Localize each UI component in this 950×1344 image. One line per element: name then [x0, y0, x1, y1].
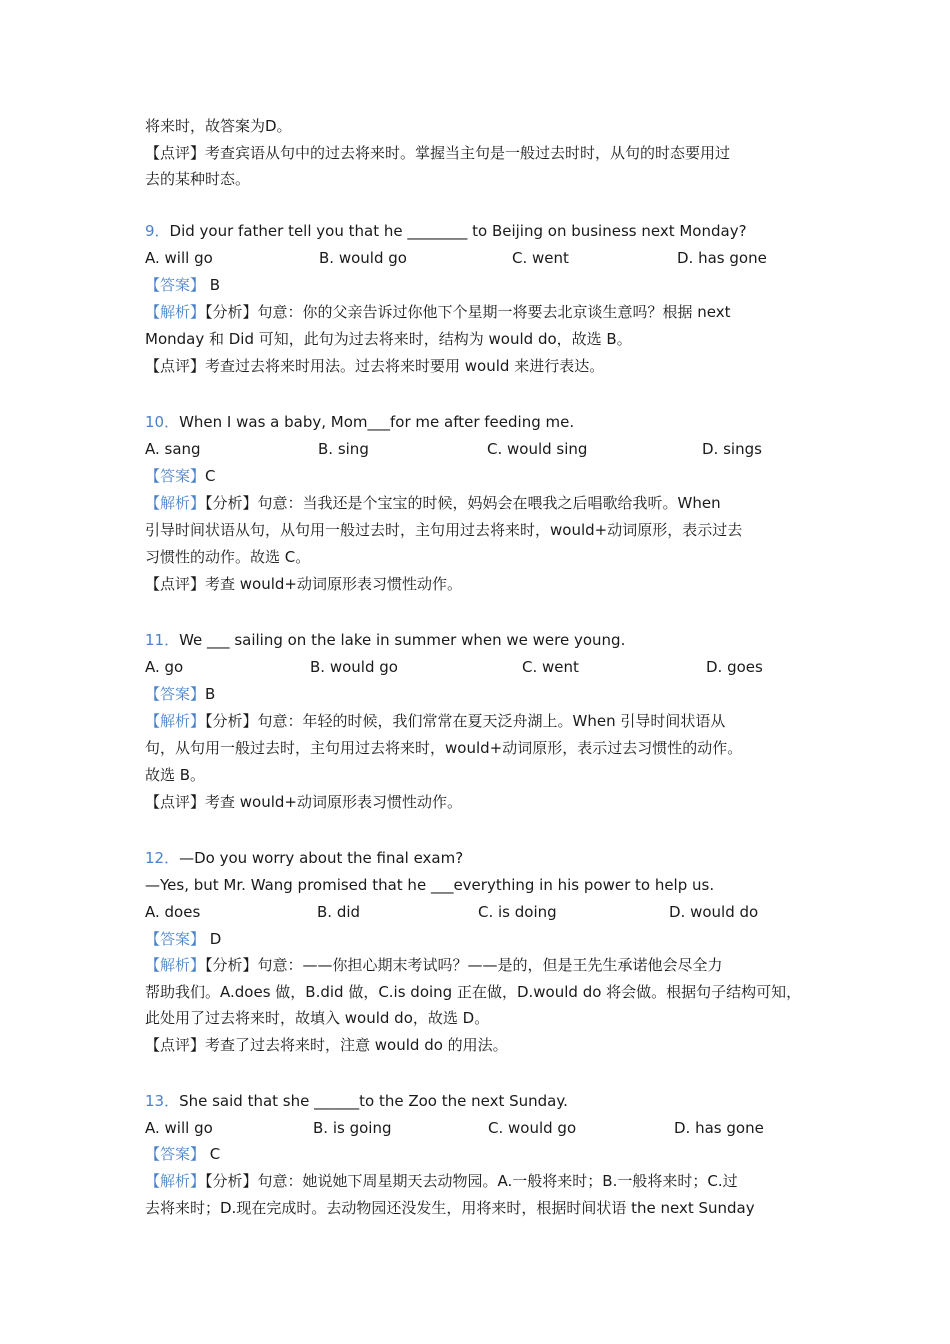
question-text: She said that she ______to the Zoo the next Sunday. [179, 1092, 568, 1110]
q11-stem [145, 627, 810, 654]
q9-stem [145, 218, 810, 245]
analysis-text: 【分析】句意：年轻的时候，我们常常在夏天泛舟湖上。When 引导时间状语从 [205, 712, 726, 730]
q8-comment [145, 140, 810, 167]
option-c: C. would sing [487, 440, 588, 458]
q11-analysis [145, 708, 810, 735]
q9-options [145, 245, 810, 272]
answer-tag: 【答案】 [145, 467, 206, 485]
answer-blank: ___ [430, 876, 454, 894]
answer-value: B [205, 685, 216, 703]
question-text-cont: everything in his power to help us. [453, 876, 715, 894]
analysis-tag: 【解析】 [145, 303, 206, 321]
option-c: C. went [512, 249, 569, 267]
comment-tag: 【点评】 [145, 144, 206, 162]
option-a: A. does [145, 903, 201, 921]
option-d: D. has gone [674, 1119, 764, 1137]
q9-comment [145, 353, 810, 380]
q13-answer [145, 1141, 810, 1168]
answer-tag: 【答案】 [145, 1145, 206, 1163]
q10-answer [145, 463, 810, 490]
comment-tag: 【点评】 [145, 357, 206, 375]
q12-comment [145, 1032, 810, 1059]
q11-options [145, 654, 810, 681]
answer-value: C [205, 1145, 221, 1163]
q11-answer [145, 681, 810, 708]
q9-answer [145, 272, 810, 299]
q8-tail-line: 将来时，故答案为D。 [145, 117, 292, 135]
comment-tag: 【点评】 [145, 1036, 206, 1054]
option-c: C. went [522, 658, 579, 676]
analysis-text: 【分析】句意：——你担心期末考试吗？——是的，但是王先生承诺他会尽全力 [205, 956, 723, 974]
question-text: Did your father tell you that he ________ to Beijing on business next Monday? [169, 222, 747, 240]
comment-text: 考查 would+动词原形表习惯性动作。 [205, 793, 462, 811]
q10-comment [145, 571, 810, 598]
q13-stem [145, 1088, 810, 1115]
option-d: D. has gone [677, 249, 767, 267]
analysis-tag: 【解析】 [145, 956, 206, 974]
q12-analysis [145, 952, 810, 979]
q10-stem [145, 409, 810, 436]
question-number: 12． [145, 849, 180, 867]
question-number: 13． [145, 1092, 180, 1110]
q13-analysis [145, 1168, 810, 1195]
q13-options [145, 1115, 810, 1142]
question-text: We [179, 631, 208, 649]
q11-analysis-cont: 句，从句用一般过去时，主句用过去将来时，would+动词原形，表示过去习惯性的动作。 [145, 739, 743, 757]
q11-analysis-cont: 故选 B。 [145, 766, 206, 784]
answer-blank: ___ [367, 413, 391, 431]
q9-analysis [145, 299, 810, 326]
analysis-text: 【分析】句意：你的父亲告诉过你他下个星期一将要去北京谈生意吗？根据 next [205, 303, 731, 321]
answer-tag: 【答案】 [145, 930, 206, 948]
option-c: C. is doing [478, 903, 557, 921]
question-number: 9． [145, 222, 170, 240]
option-b: B. is going [313, 1119, 392, 1137]
option-d: D. sings [702, 440, 762, 458]
q10-options [145, 436, 810, 463]
question-text-cont: sailing on the lake in summer when we were young. [229, 631, 626, 649]
option-a: A. will go [145, 249, 213, 267]
option-b: B. would go [310, 658, 398, 676]
q11-comment [145, 789, 810, 816]
comment-text: 考查宾语从句中的过去将来时。掌握当主句是一般过去时时，从句的时态要用过 [205, 144, 731, 162]
comment-text: 考查 would+动词原形表习惯性动作。 [205, 575, 462, 593]
option-b: B. would go [319, 249, 407, 267]
option-d: D. goes [706, 658, 763, 676]
q12-stem [145, 845, 810, 872]
q8-comment-cont: 去的某种时态。 [145, 170, 251, 188]
analysis-tag: 【解析】 [145, 1172, 206, 1190]
option-a: A. will go [145, 1119, 213, 1137]
option-d: D. would do [669, 903, 759, 921]
analysis-tag: 【解析】 [145, 494, 206, 512]
option-a: A. go [145, 658, 184, 676]
comment-text: 考查了过去将来时，注意 would do 的用法。 [205, 1036, 508, 1054]
answer-blank: ___ [207, 631, 230, 649]
question-text: When I was a baby, Mom [179, 413, 368, 431]
q10-analysis-cont: 引导时间状语从句，从句用一般过去时，主句用过去将来时，would+动词原形，表示过去 [145, 521, 743, 539]
comment-text: 考查过去将来时用法。过去将来时要用 would 来进行表达。 [205, 357, 605, 375]
answer-value: D [205, 930, 222, 948]
option-a: A. sang [145, 440, 201, 458]
question-number: 11． [145, 631, 180, 649]
q13-analysis-cont: 去将来时；D.现在完成时。去动物园还没发生，用将来时，根据时间状语 the next Sunday [145, 1199, 755, 1217]
answer-value: C [205, 467, 216, 485]
q12-analysis-cont: 帮助我们。A.does 做，B.did 做，C.is doing 正在做，D.would do 将会做。根据句子结构可知， [145, 983, 802, 1001]
option-b: B. did [317, 903, 361, 921]
question-text: —Yes, but Mr. Wang promised that he [145, 876, 431, 894]
q12-options [145, 899, 810, 926]
q12-analysis-cont: 此处用了过去将来时，故填入 would do，故选 D。 [145, 1009, 490, 1027]
q12-answer [145, 926, 810, 953]
answer-value: B [205, 276, 221, 294]
comment-tag: 【点评】 [145, 575, 206, 593]
option-b: B. sing [318, 440, 369, 458]
analysis-text: 【分析】句意：她说她下周星期天去动物园。A.一般将来时；B.一般将来时；C.过 [205, 1172, 738, 1190]
q12-stem-cont [145, 872, 810, 899]
question-text: —Do you worry about the final exam? [179, 849, 464, 867]
answer-tag: 【答案】 [145, 276, 206, 294]
comment-tag: 【点评】 [145, 793, 206, 811]
analysis-text: 【分析】句意：当我还是个宝宝的时候，妈妈会在喂我之后唱歌给我听。When [205, 494, 721, 512]
q10-analysis-cont: 习惯性的动作。故选 C。 [145, 548, 311, 566]
q9-analysis-cont: Monday 和 Did 可知，此句为过去将来时，结构为 would do，故选 B。 [145, 330, 632, 348]
q10-analysis [145, 490, 810, 517]
analysis-tag: 【解析】 [145, 712, 206, 730]
question-number: 10． [145, 413, 180, 431]
option-c: C. would go [488, 1119, 577, 1137]
answer-tag: 【答案】 [145, 685, 206, 703]
question-text-cont: for me after feeding me. [390, 413, 575, 431]
